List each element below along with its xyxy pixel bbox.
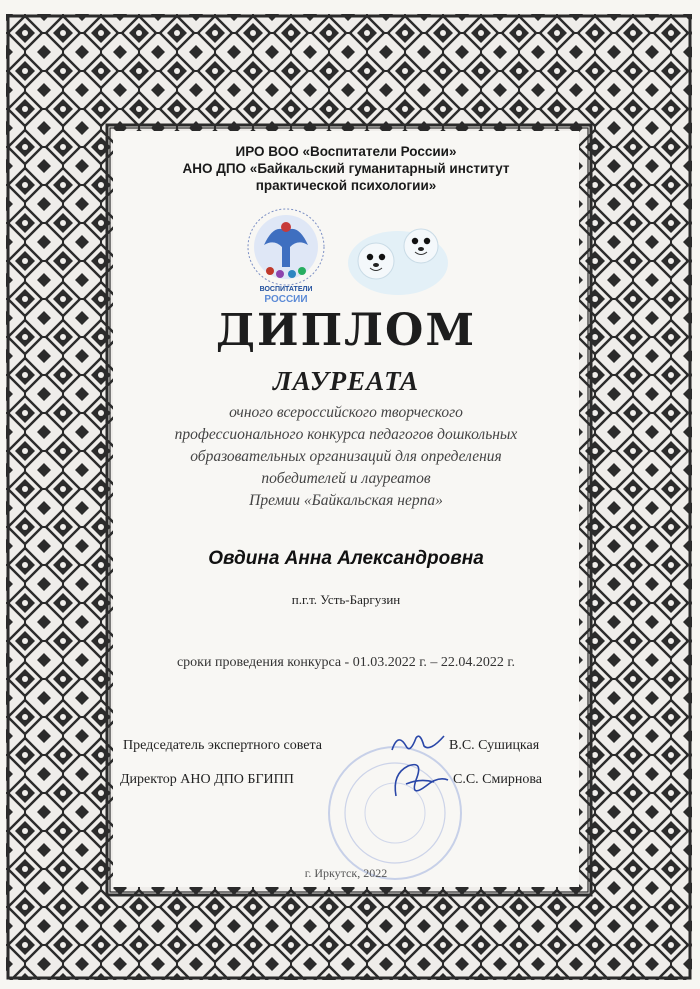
- director-role: Директор АНО ДПО БГИПП: [120, 772, 294, 787]
- logo-text-2: РОССИИ: [264, 294, 308, 305]
- organization-line-3: практической психологии»: [255, 178, 437, 193]
- organization-line-2: АНО ДПО «Байкальский гуманитарный институт: [182, 161, 510, 176]
- vospitateli-rossii-logo: [248, 209, 324, 305]
- contest-dates: сроки проведения конкурса - 01.03.2022 г. – 22.04.2022 г.: [176, 655, 516, 670]
- description-line-5: Премии «Байкальская нерпа»: [249, 492, 443, 509]
- diploma-title: ДИПЛОМ: [215, 305, 477, 356]
- baikal-seal-logo: [348, 229, 448, 295]
- recipient-name: Овдина Анна Александровна: [208, 548, 484, 569]
- chair-name: В.С. Сушицкая: [449, 738, 540, 753]
- organization-line-1: ИРО ВОО «Воспитатели России»: [235, 144, 457, 159]
- description-line-4: победителей и лауреатов: [261, 470, 431, 487]
- director-signature: [386, 756, 456, 806]
- logo-text-1: ВОСПИТАТЕЛИ: [259, 286, 313, 293]
- description-line-1: очного всероссийского творческого: [229, 404, 463, 421]
- city-year: г. Иркутск, 2022: [304, 866, 388, 880]
- description-line-3: образовательных организаций для определения: [190, 448, 502, 465]
- recipient-place: п.г.т. Усть-Баргузин: [291, 592, 401, 607]
- chair-role: Председатель экспертного совета: [123, 738, 323, 753]
- logos-row: [240, 205, 460, 305]
- director-name: С.С. Смирнова: [453, 772, 542, 787]
- description-line-2: профессионального конкурса педагогов дошкольных: [174, 426, 518, 443]
- diploma-subtitle: ЛАУРЕАТА: [273, 366, 419, 396]
